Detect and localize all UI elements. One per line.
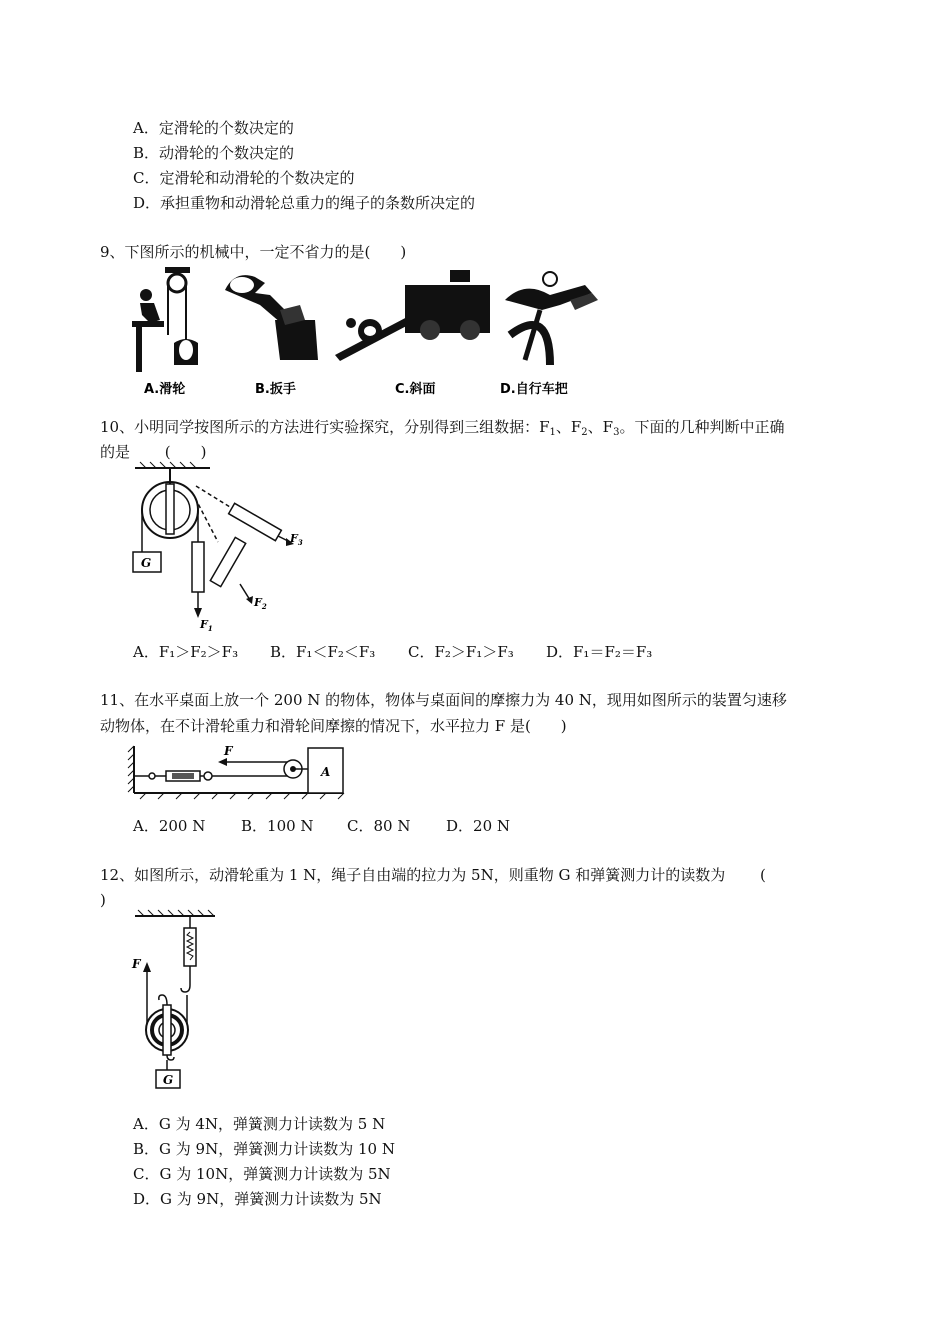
q11-stem-line2: 动物体，在不计滑轮重力和滑轮间摩擦的情况下，水平拉力 F 是( ) [100, 717, 567, 735]
q10-option-d: D．F₁＝F₂＝F₃ [546, 643, 653, 661]
q11-a-label: A [321, 765, 331, 779]
q9-stem: 9、下图所示的机械中，一定不省力的是( ) [100, 243, 407, 261]
q10-options [133, 642, 652, 662]
q12-stem-line2: ) [100, 891, 106, 909]
q9-label-b: B.扳手 [255, 382, 296, 397]
q11-option-a: A．200 N [133, 817, 206, 835]
q8-option-b: B．动滑轮的个数决定的 [133, 144, 295, 162]
q12-option-b: B．G 为 9N，弹簧测力计读数为 10 N [133, 1140, 395, 1158]
q10-option-c: C．F₂＞F₁＞F₃ [408, 643, 514, 661]
q8-option-d: D．承担重物和动滑轮总重力的绳子的条数所决定的 [133, 194, 476, 212]
q10-stem-line1: 10、小明同学按图所示的方法进行实验探究，分别得到三组数据：$F_1$、$F_2$、$F_3$。下面的几种判断中正确 [100, 418, 785, 438]
q11-f-label: F [224, 744, 233, 758]
q11-options [133, 816, 510, 836]
q9-figure [130, 265, 600, 400]
q12-f-label: F [132, 957, 141, 971]
q12-option-c: C．G 为 10N，弹簧测力计读数为 5N [133, 1165, 391, 1183]
q10-figure [130, 462, 310, 637]
inclined-plane-image [335, 270, 490, 361]
q10-option-a: A．F₁＞F₂＞F₃ [133, 643, 239, 661]
q12-g-label: G [163, 1073, 174, 1087]
q8-option-c: C．定滑轮和动滑轮的个数决定的 [133, 169, 355, 187]
q12-option-d: D．G 为 9N，弹簧测力计读数为 5N [133, 1190, 382, 1208]
wrench-image [225, 275, 318, 360]
q8-option-a: A．定滑轮的个数决定的 [133, 119, 294, 137]
q10-f2-label: $F_2$ [254, 596, 267, 611]
q10-f3-label: $F_3$ [290, 532, 303, 547]
q9-label-d: D.自行车把 [500, 382, 568, 397]
bicycle-handlebar-image [505, 272, 598, 365]
q10-f1-label: $F_1$ [200, 618, 213, 633]
q12-figure [130, 910, 225, 1092]
q12-option-a: A．G 为 4N，弹簧测力计读数为 5 N [133, 1115, 386, 1133]
q11-option-b: B．100 N [241, 817, 314, 835]
q12-stem-line1: 12、如图所示，动滑轮重为 1 N，绳子自由端的拉力为 5N，则重物 G 和弹簧测力计的读数为 ( [100, 866, 766, 884]
q9-label-a: A.滑轮 [144, 382, 186, 397]
pulley-person-image [132, 267, 198, 372]
q10-stem-line2: 的是 ( ) [100, 443, 207, 461]
q9-label-c: C.斜面 [395, 382, 436, 397]
q11-option-c: C．80 N [347, 817, 411, 835]
q11-option-d: D．20 N [446, 817, 511, 835]
q11-figure [128, 738, 348, 800]
q10-g-label: G [141, 556, 152, 570]
q11-stem-line1: 11、在水平桌面上放一个 200 N 的物体，物体与桌面间的摩擦力为 40 N，现用如图所示的装置匀速移 [100, 691, 787, 709]
q10-option-b: B．F₁＜F₂＜F₃ [270, 643, 376, 661]
